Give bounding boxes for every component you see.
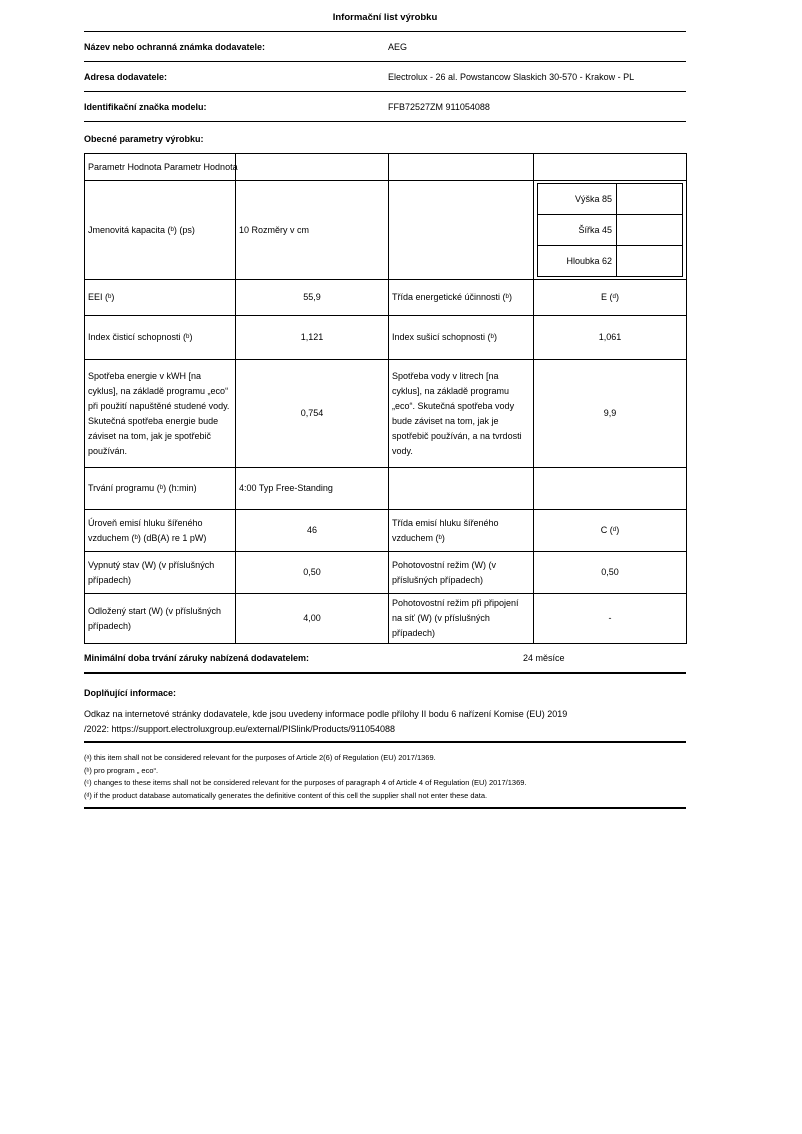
warranty-row [84,644,686,674]
index-row [85,316,687,360]
supplier-name-label: Název nebo ochranná známka dodavatele: [84,41,266,52]
table-header-empty-cell [236,154,389,181]
capacity-row [85,181,687,280]
dimension-empty-cell [617,215,683,246]
footnotes-block [84,752,686,809]
value-cell: 0,754 [236,360,389,468]
param-cell: Pohotovostní režim (W) (v příslušných případech) [389,552,534,594]
general-params-table [84,153,687,644]
param-cell: Pohotovostní režim při připojení na síť (W) (v příslušných případech) [389,594,534,644]
value-cell: 4:00 Typ Free-Standing [236,468,389,510]
supplier-address-value: Electrolux - 26 al. Powstancow Slaskich 30-570 - Krakow - PL [388,71,635,82]
delay-start-row [85,594,687,644]
footnote: (ᵈ) if the product database automatically generates the definitive content of this cell the supplier shall not enter these data. [84,790,488,800]
supplier-link-paragraph [84,707,686,743]
energy-consumption-row [85,360,687,468]
dimensions-subtable [537,183,683,277]
dimension-depth-label: Hloubka 62 [538,246,617,277]
supplier-link-line: Odkaz na internetové stránky dodavatele, kde jsou uvedeny informace podle přílohy II bodu 6 nařízení Komise (EU) 2019 [84,709,568,719]
supplier-name-value: AEG [388,41,408,52]
dimension-height-label: Výška 85 [538,184,617,215]
param-cell: Úroveň emisí hluku šířeného vzduchem (ᵇ) (dB(A) re 1 pW) [85,510,236,552]
warranty-value: 24 měsíce [523,653,565,663]
model-id-value: FFB72527ZM 911054088 [388,101,490,112]
param-cell: Index čisticí schopnosti (ᵇ) [85,316,236,360]
off-mode-row [85,552,687,594]
value-cell: 46 [236,510,389,552]
noise-row [85,510,687,552]
dimension-empty-cell [617,184,683,215]
value-cell: 0,50 [236,552,389,594]
table-header-row [85,154,687,181]
param-cell: Odložený start (W) (v příslušných případech) [85,594,236,644]
value-cell-capacity: 10 Rozměry v cm [236,181,389,280]
dimension-row [538,215,683,246]
param-cell: Vypnutý stav (W) (v příslušných případech) [85,552,236,594]
warranty-label: Minimální doba trvání záruky nabízená dodavatelem: [84,653,310,663]
model-id-row [84,92,686,122]
value-cell: 1,121 [236,316,389,360]
param-cell: Spotřeba energie v kWH [na cyklus], na základě programu „eco“ při použití napuštěné studené vody. Skutečná spotřeba energie bude záviset na tom, jak je spotřebič používán. [85,360,236,468]
supplier-link-url-line: /2022: https://support.electroluxgroup.eu/external/PISlink/Products/911054088 [84,724,396,734]
param-cell: Spotřeba vody v litrech [na cyklus], na základě programu „eco“. Skutečná spotřeba vody bude záviset na tom, jak je spotřebič používán, a na tvrdosti vody. [389,360,534,468]
param-cell: Třída energetické účinnosti (ᵇ) [389,280,534,316]
value-cell: C (ᵈ) [534,510,687,552]
program-duration-row [85,468,687,510]
supplier-address-row [84,62,686,92]
table-header-empty-cell [534,154,687,181]
value-cell: E (ᵈ) [534,280,687,316]
table-header-empty-cell [389,154,534,181]
footnote: (ᵃ) this item shall not be considered relevant for the purposes of Article 2(6) of Regulation (EU) 2017/1369. [84,753,436,762]
page-title: Informační list výrobku [84,12,686,32]
empty-cell [389,468,534,510]
param-cell: Index sušicí schopnosti (ᵇ) [389,316,534,360]
value-cell: 1,061 [534,316,687,360]
value-cell: - [534,594,687,644]
dimension-width-label: Šířka 45 [538,215,617,246]
param-cell: Trvání programu (ᵇ) (h:min) [85,468,236,510]
param-cell: Třída emisí hluku šířeného vzduchem (ᵇ) [389,510,534,552]
value-cell: 4,00 [236,594,389,644]
footnote: (ᶜ) changes to these items shall not be considered relevant for the purposes of paragraph 4 of Article 4 of Regulation (EU) 2017/1369. [84,778,527,788]
supplier-name-row [84,32,686,62]
model-id-label: Identifikační značka modelu: [84,101,207,112]
additional-info-heading: Doplňující informace: [84,688,177,698]
empty-cell [534,468,687,510]
table-header-cell: Parametr Hodnota Parametr Hodnota [85,154,236,181]
param-cell: EEI (ᵇ) [85,280,236,316]
dimension-row [538,246,683,277]
supplier-address-label: Adresa dodavatele: [84,71,168,82]
product-fiche-page [84,0,686,809]
dimension-row [538,184,683,215]
value-cell: 0,50 [534,552,687,594]
dimensions-cell [534,181,687,280]
empty-cell [389,181,534,280]
dimension-empty-cell [617,246,683,277]
value-cell: 55,9 [236,280,389,316]
eei-row [85,280,687,316]
value-cell: 9,9 [534,360,687,468]
general-params-heading: Obecné parametry výrobku: [84,134,204,144]
param-cell-capacity: Jmenovitá kapacita (ᵇ) (ps) [85,181,236,280]
footnote: (ᵇ) pro program „ eco“. [84,765,159,775]
